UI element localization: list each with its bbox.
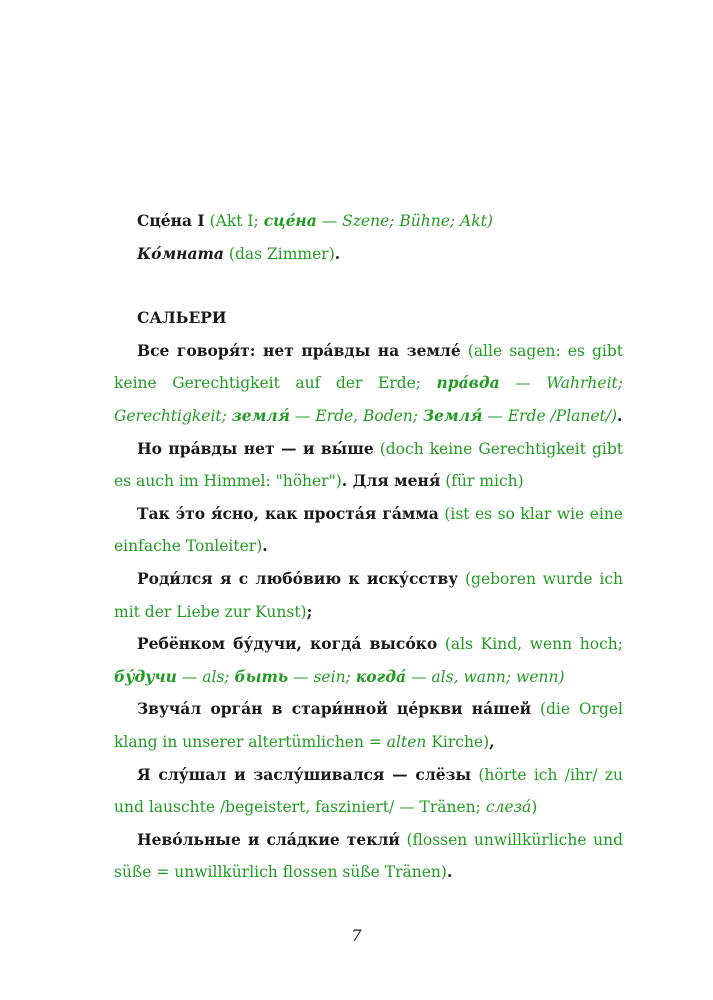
room-line: Ко́мната (das Zimmer). (137, 243, 341, 263)
verse-line-8: Нево́льные и сла́дкие текли́ (flossen unwillkürliche und süße = unwillkürlich flossen süße Tränen). (114, 829, 623, 882)
verse-line-3: Так э́то я́сно, как проста́я га́мма (ist es so klar wie eine einfache Tonleiter). (114, 503, 623, 556)
verse-line-5: Ребёнком бу́дучи, когда́ высо́ко (als Kind, wenn hoch; бу́дучи — als; быть — sein; когда́ — als, wann; wenn) (114, 634, 623, 686)
page-text (114, 205, 623, 889)
scene-title: Сце́на I (137, 211, 205, 230)
verse-line-4: Роди́лся я с любо́вию к иску́сству (geboren wurde ich mit der Liebe zur Kunst); (114, 568, 623, 621)
scene-term: сце́на (263, 211, 317, 230)
room-gloss: (das Zimmer) (223, 244, 335, 263)
verse-line-6: Звуча́л орга́н в стари́нной це́ркви на́шей (die Orgel klang in unserer altertümlichen = alten Kirche), (114, 699, 623, 751)
room-term: Ко́мната (137, 243, 224, 263)
speaker-name: САЛЬЕРИ (137, 308, 227, 328)
scene-gloss: (Akt I; сце́на — Szene; Bühne; Akt) (204, 211, 493, 230)
verse-line-7: Я слу́шал и заслу́шивался — слёзы (hörte ich /ihr/ zu und lauschte /begeistert, fasziniert/ — Tränen; слеза́) (114, 764, 623, 817)
scene-heading (114, 205, 623, 238)
verse-line-2: Но пра́вды нет — и вы́ше (doch keine Gerechtigkeit gibt es auch im Himmel: "höher"). Для меня́ (für mich) (114, 438, 623, 491)
spacer (114, 270, 623, 302)
page-number: 7 (351, 926, 362, 945)
verse-line-1: Все говоря́т: нет пра́вды на земле́ (alle sagen: es gibt keine Gerechtigkeit auf der Erde; пра́вда — Wahrheit; Gerechtigkeit; земля́ — Erde, Boden; Земля́ — Erde /Planet/). (114, 340, 623, 425)
